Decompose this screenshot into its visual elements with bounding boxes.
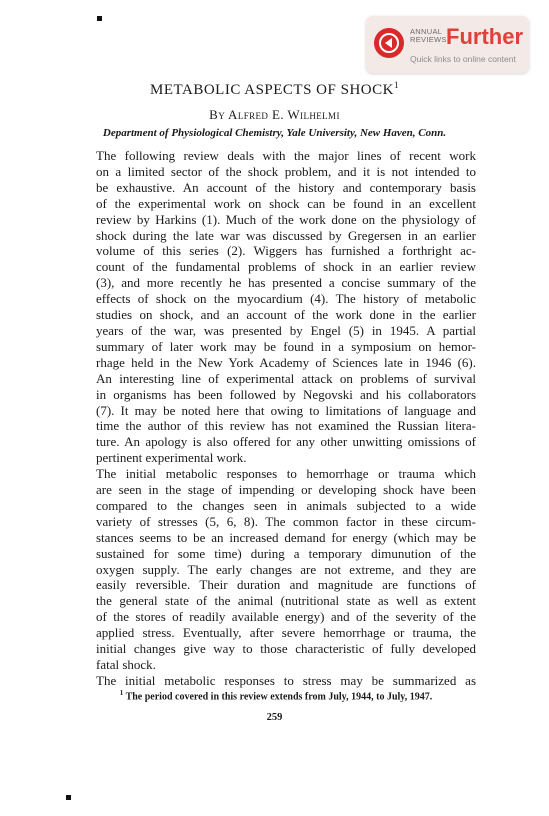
text-line: oxygen supply. The early changes are not extreme, and they are bbox=[96, 561, 476, 577]
text-line: easily reversible. Their duration and magnitude are functions of bbox=[96, 577, 476, 593]
text-line: count of the fundamental problems of shock in an earlier review bbox=[96, 259, 476, 275]
further-label: Further bbox=[446, 24, 523, 49]
paragraph-1 bbox=[76, 148, 476, 466]
footnote-text: The period covered in this review extends from July, 1944, to July, 1947. bbox=[125, 691, 433, 703]
text-line: the general state of the animal (nutritional state as well as extent bbox=[96, 593, 476, 609]
text-line: initial changes give way to those characteristic of fully developed bbox=[96, 641, 476, 657]
text-line: of the experimental work on shock can be found in an excellent bbox=[96, 195, 476, 211]
text-line: rhage held in the New York Academy of Sciences late in 1946 (6). bbox=[96, 354, 476, 370]
text-line: shock during the late war was discussed by Gregersen in an earlier bbox=[96, 227, 476, 243]
article-body bbox=[76, 148, 476, 689]
footnote-marker: 1 bbox=[119, 689, 124, 697]
text-line: An interesting line of experimental attack on problems of survival bbox=[96, 370, 476, 386]
further-links-badge[interactable] bbox=[366, 16, 529, 73]
footnote bbox=[76, 689, 476, 702]
text-line: sustained for some time) during a temporary dimunution of the bbox=[96, 545, 476, 561]
text-line: summary of later work may be found in a symposium on hemor- bbox=[96, 338, 476, 354]
text-line: (7). It may be noted here that owing to limitations of language and bbox=[96, 402, 476, 418]
text-line: (3), and more recently he has presented a concise summary of the bbox=[96, 275, 476, 291]
affiliation: Department of Physiological Chemistry, Yale University, New Haven, Conn. bbox=[102, 127, 447, 139]
quick-links-subtitle: Quick links to online content bbox=[410, 54, 516, 64]
text-line: in organisms has been followed by Negovski and his collaborators bbox=[96, 386, 476, 402]
text-line: stances seems to be an increased demand for energy (which may be bbox=[96, 529, 476, 545]
annual-reviews-logo-text: ANNUAL REVIEWS bbox=[410, 27, 447, 44]
text-line: The initial metabolic responses to hemorrhage or trauma which bbox=[96, 466, 476, 482]
text-line: ture. An apology is also offered for any other unwitting omissions of bbox=[96, 434, 476, 450]
author-line: By Alfred E. Wilhelmi bbox=[209, 107, 340, 122]
text-line: The initial metabolic responses to stress may be summarized as bbox=[96, 672, 476, 688]
text-line: review by Harkins (1). Much of the work done on the physiology of bbox=[96, 211, 476, 227]
text-line: variety of stresses (5, 6, 8). The common factor in these circum- bbox=[96, 513, 476, 529]
page-number: 259 bbox=[266, 712, 283, 723]
text-line: fatal shock. bbox=[96, 657, 156, 672]
text-line: are seen in the stage of impending or developing shock have been bbox=[96, 482, 476, 498]
text-line: compared to the changes seen in animals subjected to a wide bbox=[96, 497, 476, 513]
text-line: volume of this series (2). Wiggers has furnished a forthright ac- bbox=[96, 243, 476, 259]
text-line: effects of shock on the myocardium (4). The history of metabolic bbox=[96, 291, 476, 307]
text-line: studies on shock, and an account of the work done in the earlier bbox=[96, 307, 476, 323]
scan-mark-bottom bbox=[66, 795, 71, 800]
scan-mark-top bbox=[97, 16, 102, 21]
paragraph-2 bbox=[76, 466, 476, 673]
text-line: pertinent experimental work. bbox=[96, 450, 247, 466]
title-footnote-marker[interactable]: 1 bbox=[393, 80, 399, 90]
text-line: years of the war, was presented by Engel (5) in 1945. A partial bbox=[96, 322, 476, 338]
paragraph-3 bbox=[76, 673, 476, 689]
text-line: The following review deals with the major lines of recent work bbox=[96, 148, 476, 163]
text-line: be exhaustive. An account of the history and contemporary basis bbox=[96, 179, 476, 195]
text-line: of the stores of readily available energy) and of the severity of the bbox=[96, 609, 476, 625]
text-line: applied stress. Eventually, after severe hemorrhage or trauma, the bbox=[96, 625, 476, 641]
article-title: METABOLIC ASPECTS OF SHOCK$^1$ bbox=[150, 80, 399, 98]
text-line: on a limited sector of the shock problem, and it is not intended to bbox=[96, 163, 476, 179]
text-line: time the author of this review has not examined the Russian litera- bbox=[96, 418, 476, 434]
arrow-icon bbox=[374, 28, 404, 58]
